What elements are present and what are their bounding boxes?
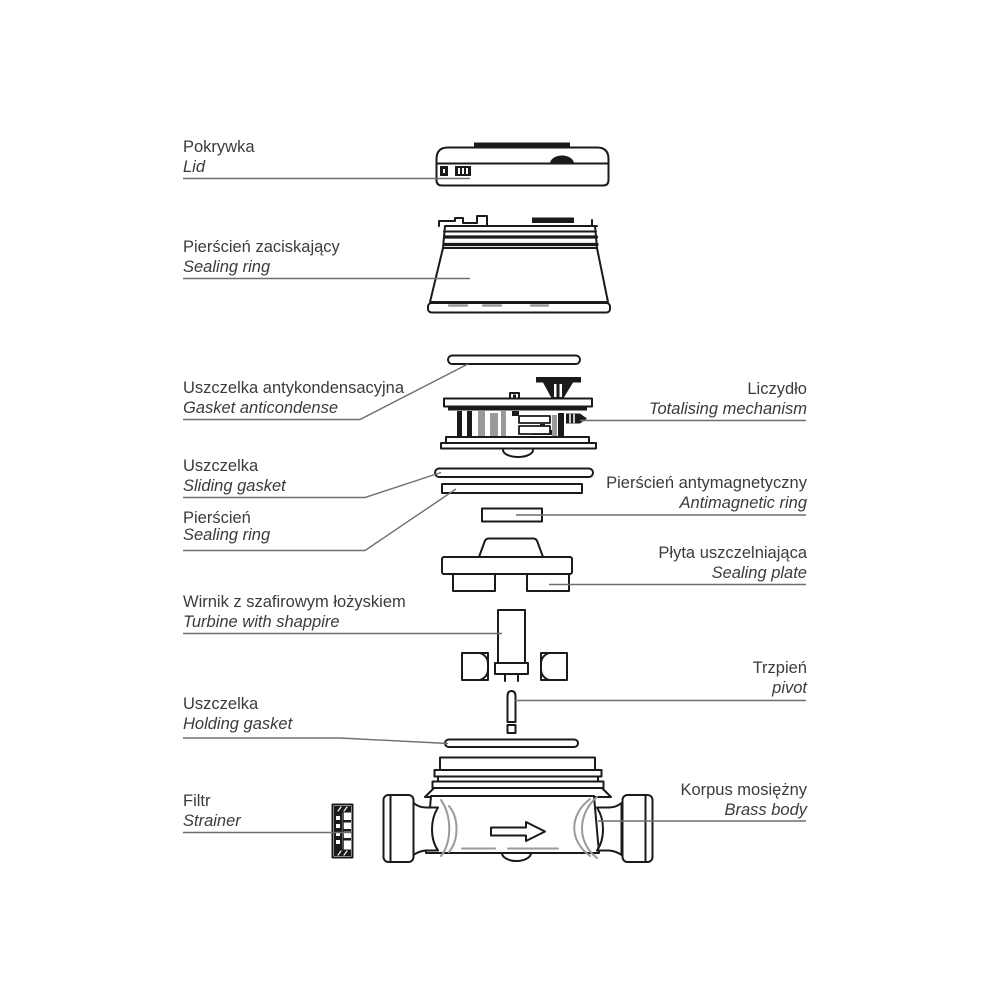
label-lid-pl: Pokrywka xyxy=(183,138,255,156)
label-pivot xyxy=(753,658,807,698)
label-holding-gasket xyxy=(183,694,292,734)
label-strainer-pl: Filtr xyxy=(183,792,211,810)
label-totalising-mechanism xyxy=(649,379,807,419)
totalising-mechanism-drawing xyxy=(441,377,596,457)
brass-body-drawing xyxy=(384,758,653,863)
label-brass-body xyxy=(680,780,807,820)
label-turbine-pl: Wirnik z szafirowym łożyskiem xyxy=(183,593,406,611)
label-sliding-gasket-pl: Uszczelka xyxy=(183,457,259,475)
label-clamping-ring-en: Sealing ring xyxy=(183,258,271,276)
label-clamping-ring xyxy=(183,237,340,277)
sealing-plate-drawing xyxy=(442,539,572,592)
label-sealing-ring-en: Sealing ring xyxy=(183,526,271,544)
label-anticondensation-gasket-pl: Uszczelka antykondensacyjna xyxy=(183,379,405,397)
label-holding-gasket-pl: Uszczelka xyxy=(183,695,259,713)
label-brass-body-pl: Korpus mosiężny xyxy=(680,781,807,799)
pivot-drawing xyxy=(508,691,516,733)
label-sealing-plate-en: Sealing plate xyxy=(711,564,807,582)
label-turbine-en: Turbine with shappire xyxy=(183,613,340,631)
label-totalising-mechanism-en: Totalising mechanism xyxy=(648,400,807,418)
turbine-drawing xyxy=(462,610,567,681)
holding-gasket-drawing xyxy=(445,740,578,748)
label-antimagnetic-ring-en: Antimagnetic ring xyxy=(679,494,807,512)
leader-holding-gasket xyxy=(183,738,448,744)
label-anticondensation-gasket-en: Gasket anticondense xyxy=(183,399,339,417)
strainer-drawing xyxy=(333,805,353,858)
sliding-gasket-drawing xyxy=(435,469,593,478)
label-holding-gasket-en: Holding gasket xyxy=(183,715,293,733)
label-sealing-plate-pl: Płyta uszczelniająca xyxy=(658,544,807,562)
label-sealing-ring-pl: Pierścień xyxy=(183,509,251,527)
label-sealing-ring xyxy=(183,510,270,544)
label-antimagnetic-ring xyxy=(606,473,807,513)
label-sliding-gasket-en: Sliding gasket xyxy=(183,477,286,495)
label-sliding-gasket xyxy=(183,456,286,496)
label-pivot-en: pivot xyxy=(772,679,807,697)
label-antimagnetic-ring-pl: Pierścień antymagnetyczny xyxy=(606,474,807,492)
label-lid-en: Lid xyxy=(183,158,206,176)
label-anticondensation-gasket xyxy=(183,378,404,418)
label-strainer-en: Strainer xyxy=(183,812,241,830)
label-pivot-pl: Trzpień xyxy=(752,659,807,677)
label-clamping-ring-pl: Pierścień zaciskający xyxy=(183,238,340,256)
label-strainer xyxy=(183,791,241,831)
clamping-ring-drawing xyxy=(428,216,610,313)
label-lid xyxy=(183,137,255,177)
sealing-ring-drawing xyxy=(442,484,582,493)
label-brass-body-en: Brass body xyxy=(724,801,807,819)
anticondensation-gasket-drawing xyxy=(448,356,580,365)
label-turbine xyxy=(183,592,406,632)
label-totalising-mechanism-pl: Liczydło xyxy=(747,380,807,398)
label-sealing-plate xyxy=(658,543,807,583)
